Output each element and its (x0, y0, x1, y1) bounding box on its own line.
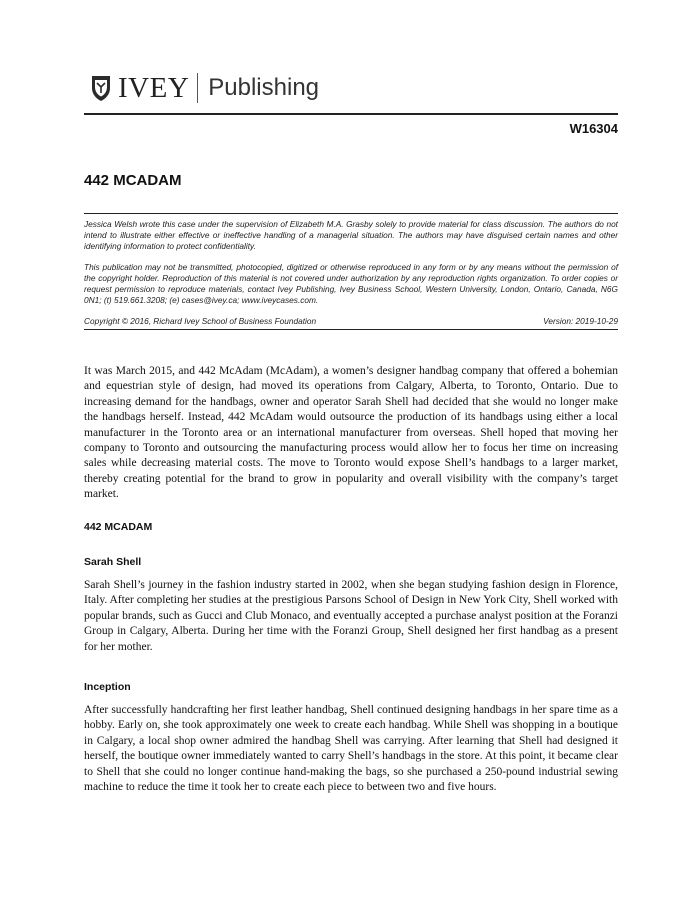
copyright-row (84, 316, 618, 326)
ivey-publishing-logo (90, 70, 319, 106)
logo-divider (197, 73, 198, 103)
version-text: Version: 2019-10-29 (543, 316, 618, 326)
permissions-notice: This publication may not be transmitted, photocopied, digitized or otherwise reproduced in any form or by any means without the permission of the copyright holder. Reproduction of this material is not covered under authorization by any reproduction rights organization. To order copies or request permission to reproduce materials, contact Ivey Publishing, Ivey Business School, Western University, London, Ontario, Canada, N6G 0N1; (t) 519.661.3208; (e) cases@ivey.ca; www.iveycases.com. (84, 262, 618, 305)
intro-paragraph: It was March 2015, and 442 McAdam (McAdam), a women’s designer handbag company that offered a bohemian and equestrian style of design, had moved its operations from Calgary, Alberta, to Toronto, Ontario. Due to increasing demand for the handbags, owner and operator Sarah Shell had decided that she would no longer make the handbags herself. Instead, 442 McAdam would outsource the production of its handbags using either a local manufacturer in the Toronto area or an international manufacturer from overseas. Shell hoped that moving her company to Toronto and outsourcing the manufacturing process would allow her to focus her time on increasing sales while decreasing material costs. The move to Toronto would expose Shell’s handbags to a larger market, thereby creating potential for the brand to grow in popularity and overall visibility with the company’s target market. (84, 365, 618, 501)
shield-crest-icon (90, 74, 112, 102)
sarah-shell-paragraph: Sarah Shell’s journey in the fashion industry started in 2002, when she began studying fashion design in Florence, Italy. After completing her studies at the prestigious Parsons School of Design in New York City, Shell worked with popular brands, such as Gucci and Club Monaco, and eventually accepted a purchase analyst position at the Foranzi Group in Calgary, Alberta. During her time with the Foranzi Group, Shell designed her first handbag as a present for her mother. (84, 579, 618, 653)
header-rule (84, 113, 618, 115)
section-heading: 442 MCADAM (84, 521, 153, 533)
inception-paragraph: After successfully handcrafting her first leather handbag, Shell continued designing handbags in her spare time as a hobby. Early on, she took approximately one week to create each handbag. While Shell was shopping in a boutique in Calgary, a local shop owner admired the handbag Shell was carrying. After learning that Shell had designed it herself, the boutique owner immediately wanted to carry Shell’s handbags in the store. At this point, it became clear to Shell that she could no longer continue hand-making the bags, so she purchased a 250-pound industrial sewing machine to reduce the time it took her to create each piece to between two and five hours. (84, 704, 618, 794)
brand-subtitle: Publishing (208, 74, 320, 101)
copyright-text: Copyright © 2016, Richard Ivey School of Business Foundation (84, 316, 317, 326)
brand-name: IVEY (118, 71, 190, 104)
case-title: 442 MCADAM (84, 172, 182, 189)
notice-bottom-rule (84, 329, 618, 330)
subsection-heading-sarah-shell: Sarah Shell (84, 556, 142, 568)
authorship-notice: Jessica Welsh wrote this case under the supervision of Elizabeth M.A. Grasby solely to provide material for class discussion. The authors do not intend to illustrate either effective or ineffective handling of a managerial situation. The authors may have disguised certain names and other identifying information to protect confidentiality. (84, 219, 618, 251)
subsection-heading-inception: Inception (84, 681, 131, 693)
notice-top-rule (84, 213, 618, 214)
case-number: W16304 (569, 121, 618, 136)
